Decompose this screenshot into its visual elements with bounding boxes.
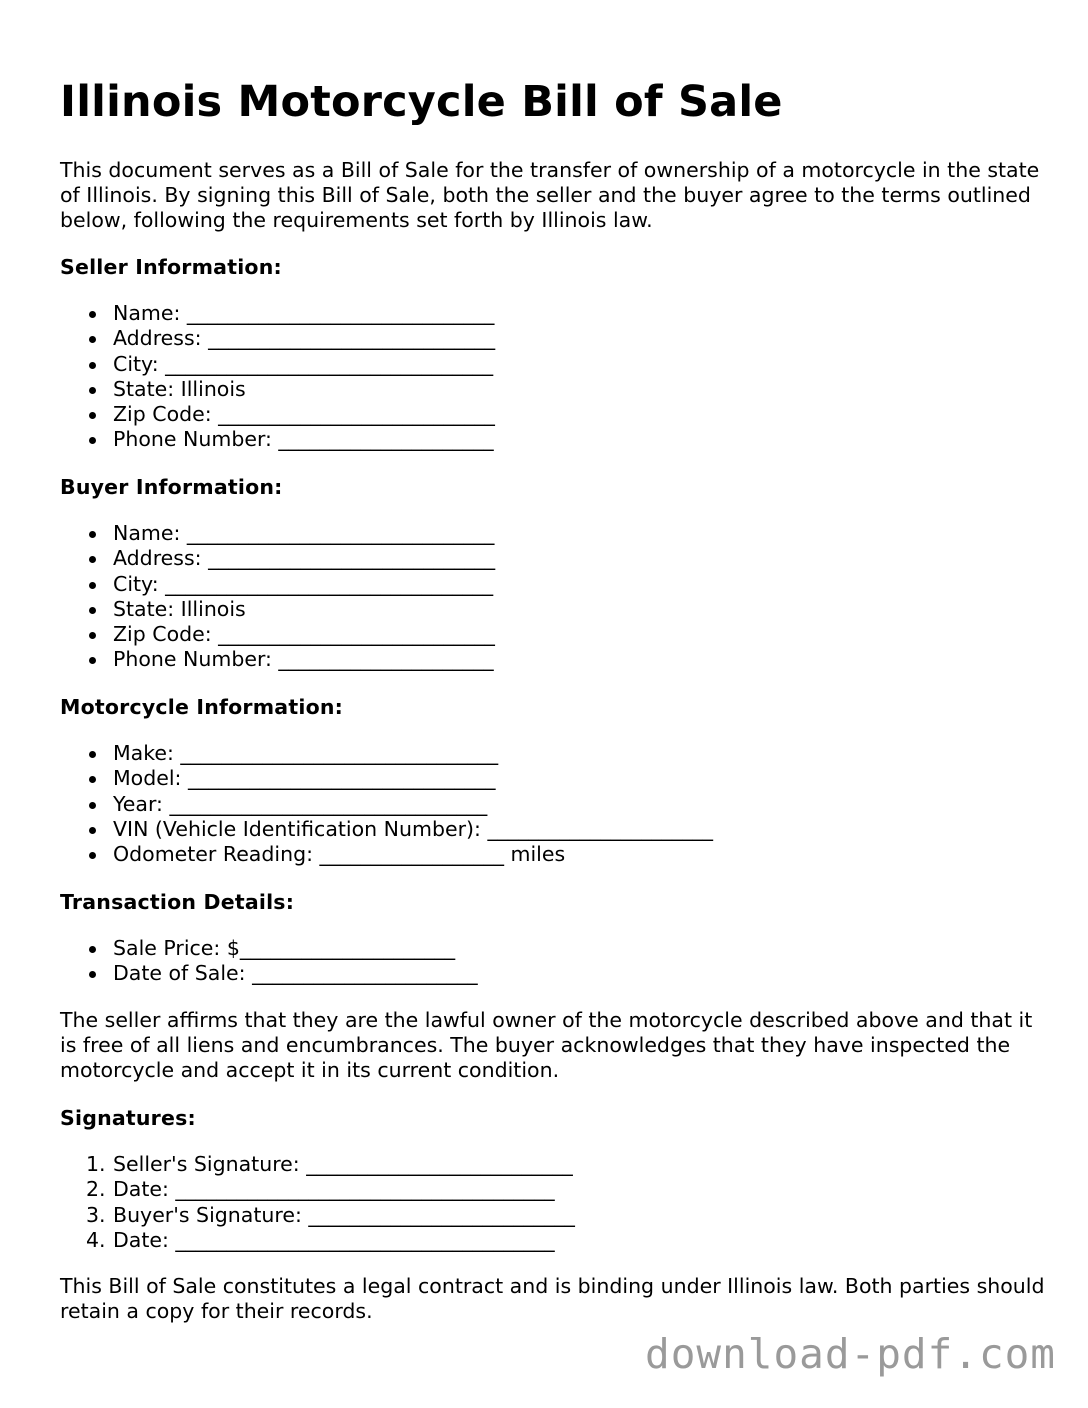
seller-phone-field[interactable]: Phone Number: _____________________ <box>60 427 495 452</box>
watermark: download-pdf.com <box>645 1330 1056 1378</box>
buyer-state-value: State: Illinois <box>60 597 495 622</box>
signatures-list <box>60 1152 575 1253</box>
buyer-phone-field[interactable]: Phone Number: _____________________ <box>60 647 495 672</box>
seller-heading: Seller Information: <box>60 255 282 279</box>
seller-signature-field[interactable] <box>60 1152 575 1177</box>
list-number: 1. <box>86 1152 106 1176</box>
buyer-list <box>60 521 495 673</box>
seller-name-field[interactable]: Name: ______________________________ <box>60 301 495 326</box>
closing-paragraph: This Bill of Sale constitutes a legal contract and is binding under Illinois law. Both parties should retain a copy for their records. <box>60 1274 1045 1323</box>
sale-date-field[interactable]: Date of Sale: ______________________ <box>60 961 478 986</box>
motorcycle-vin-field[interactable]: VIN (Vehicle Identification Number): ______________________ <box>60 817 713 842</box>
seller-zip-field[interactable]: Zip Code: ___________________________ <box>60 402 495 427</box>
buyer-address-field[interactable]: Address: ____________________________ <box>60 546 495 571</box>
seller-address-field[interactable]: Address: ____________________________ <box>60 326 495 351</box>
buyer-city-field[interactable]: City: ________________________________ <box>60 572 495 597</box>
list-number: 4. <box>86 1227 106 1252</box>
sale-price-field[interactable]: Sale Price: $_____________________ <box>60 936 478 961</box>
list-number: 3. <box>86 1202 106 1227</box>
transaction-list <box>60 936 478 987</box>
seller-date-field[interactable] <box>60 1177 575 1202</box>
buyer-signature-label: Buyer's Signature: __________________________ <box>113 1202 575 1227</box>
motorcycle-model-field[interactable]: Model: ______________________________ <box>60 766 713 791</box>
seller-date-label: Date: _____________________________________ <box>113 1177 555 1202</box>
buyer-zip-field[interactable]: Zip Code: ___________________________ <box>60 622 495 647</box>
seller-list <box>60 301 495 453</box>
signatures-heading: Signatures: <box>60 1106 196 1130</box>
buyer-date-label: Date: _____________________________________ <box>113 1227 555 1252</box>
seller-city-field[interactable]: City: ________________________________ <box>60 352 495 377</box>
transaction-heading: Transaction Details: <box>60 890 295 914</box>
buyer-date-field[interactable] <box>60 1228 575 1253</box>
seller-signature-label: Seller's Signature: __________________________ <box>113 1152 573 1176</box>
motorcycle-year-field[interactable]: Year: _______________________________ <box>60 792 713 817</box>
buyer-heading: Buyer Information: <box>60 475 283 499</box>
document-title: Illinois Motorcycle Bill of Sale <box>60 77 783 127</box>
intro-paragraph: This document serves as a Bill of Sale for the transfer of ownership of a motorcycle in the state of Illinois. By signing this Bill of Sale, both the seller and the buyer agree to the terms outlined below, following the requirements set forth by Illinois law. <box>60 158 1040 232</box>
buyer-name-field[interactable]: Name: ______________________________ <box>60 521 495 546</box>
motorcycle-make-field[interactable]: Make: _______________________________ <box>60 741 713 766</box>
list-number: 2. <box>86 1177 106 1202</box>
motorcycle-odometer-field[interactable]: Odometer Reading: __________________ miles <box>60 842 713 867</box>
seller-state-value: State: Illinois <box>60 377 495 402</box>
motorcycle-list <box>60 741 713 867</box>
affirmation-paragraph: The seller affirms that they are the lawful owner of the motorcycle described above and that it is free of all liens and encumbrances. The buyer acknowledges that they have inspected the motorcycle and accept it in its current condition. <box>60 1008 1033 1082</box>
motorcycle-heading: Motorcycle Information: <box>60 695 344 719</box>
buyer-signature-field[interactable] <box>60 1203 575 1228</box>
